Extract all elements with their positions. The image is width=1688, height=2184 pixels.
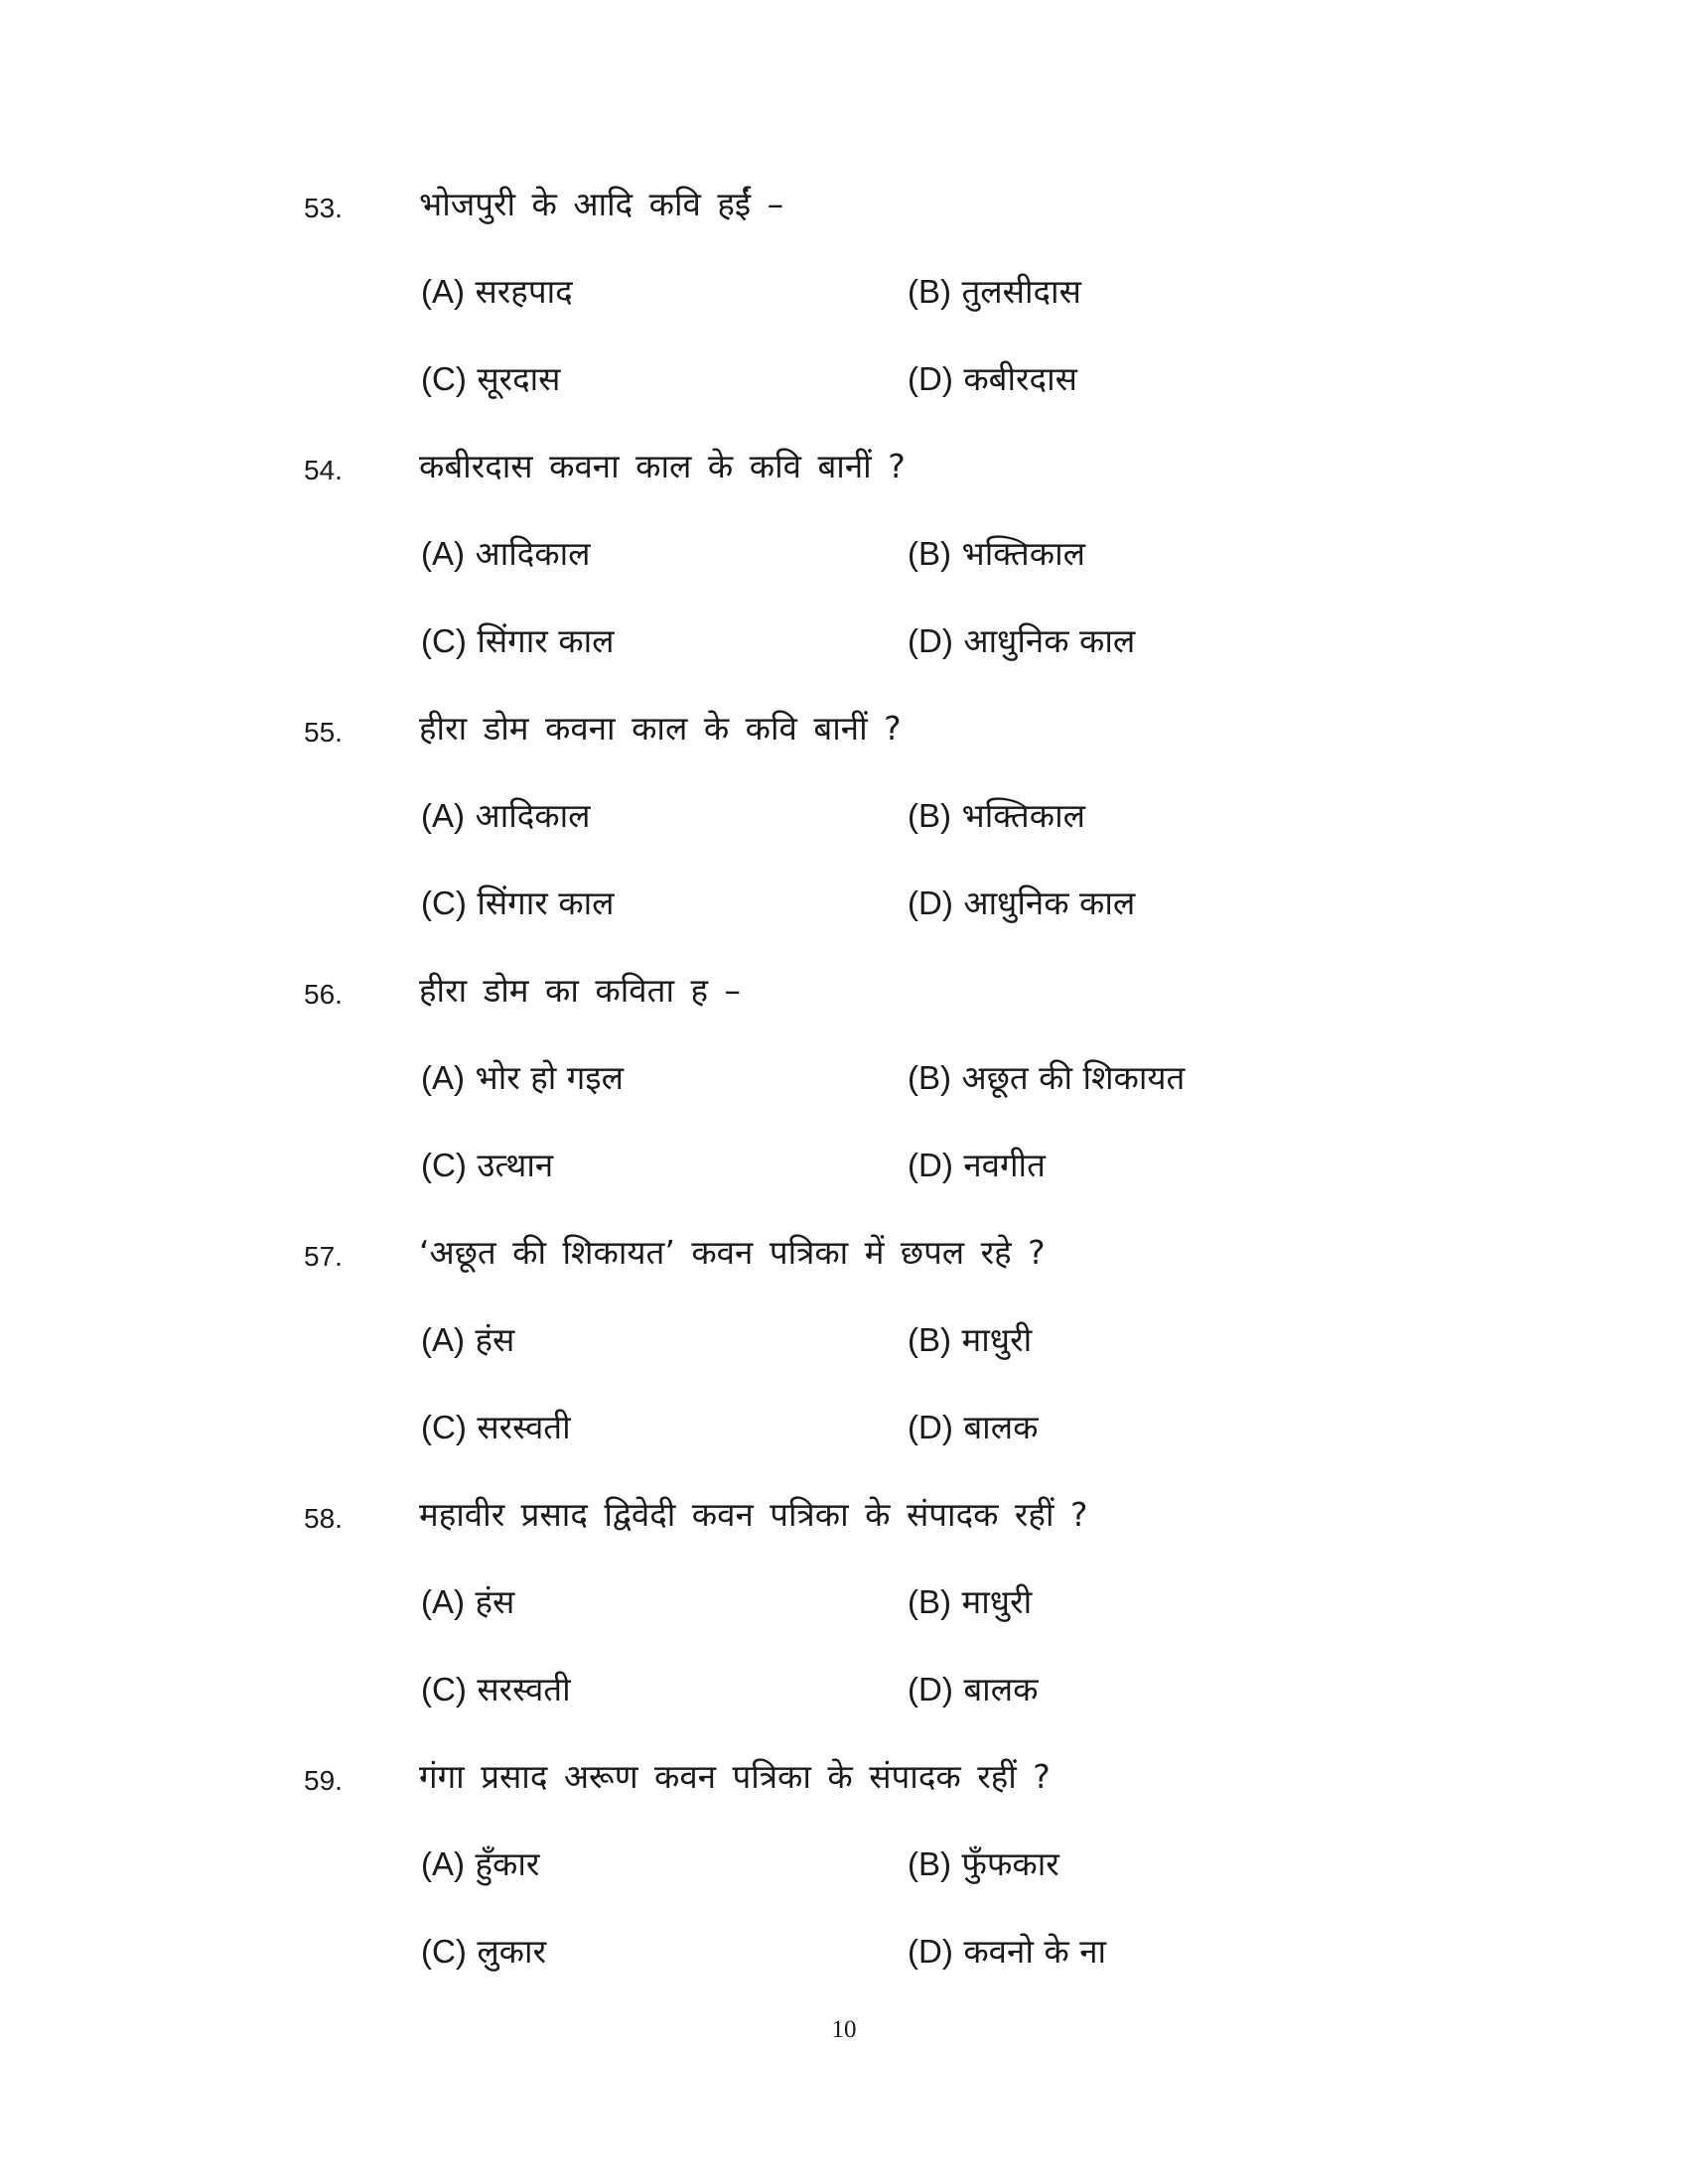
option-d <box>908 617 1135 665</box>
option-b <box>908 1316 1032 1364</box>
option-letter: (A) <box>421 1321 465 1358</box>
option-d <box>908 880 1135 927</box>
option-letter: (C) <box>421 1671 467 1707</box>
option-letter: (C) <box>421 1147 467 1183</box>
option-text: बालक <box>963 1670 1039 1708</box>
option-text: कवनो के ना <box>963 1932 1107 1971</box>
option-letter: (C) <box>421 360 467 397</box>
question-text: महावीर प्रसाद द्विवेदी कवन पत्रिका के संपादक रहीं ? <box>419 1495 1088 1534</box>
option-letter: (D) <box>908 1147 953 1183</box>
option-text: सिंगार काल <box>477 621 615 660</box>
option-d <box>908 355 1077 403</box>
option-text: माधुरी <box>961 1320 1033 1359</box>
question-58 <box>0 1495 1688 1757</box>
question-text: भोजपुरी के आदि कवि हईं – <box>419 185 784 223</box>
option-text: कबीरदास <box>963 359 1077 398</box>
question-number: 56. <box>304 979 343 1010</box>
option-c <box>421 355 561 403</box>
option-b <box>908 530 1085 578</box>
option-b <box>908 1054 1185 1102</box>
option-b <box>908 268 1081 316</box>
option-letter: (A) <box>421 797 465 834</box>
option-text: आधुनिक काल <box>963 884 1136 922</box>
question-number: 54. <box>304 455 343 485</box>
option-text: तुलसीदास <box>961 272 1081 311</box>
option-text: लुकार <box>477 1932 547 1971</box>
option-letter: (D) <box>908 1409 953 1445</box>
question-53 <box>0 185 1688 447</box>
option-letter: (C) <box>421 1409 467 1445</box>
option-letter: (C) <box>421 1933 467 1970</box>
option-text: सिंगार काल <box>477 884 615 922</box>
option-a <box>421 1316 514 1364</box>
question-text: कबीरदास कवना काल के कवि बानीं ? <box>419 447 906 485</box>
question-57 <box>0 1233 1688 1495</box>
option-text: आदिकाल <box>475 534 591 573</box>
option-d <box>908 1666 1038 1713</box>
option-a <box>421 268 573 316</box>
option-text: हंस <box>475 1582 515 1621</box>
option-letter: (D) <box>908 360 953 397</box>
option-a <box>421 1578 514 1626</box>
question-number: 53. <box>304 193 343 223</box>
option-letter: (B) <box>908 797 951 834</box>
option-d <box>908 1928 1106 1976</box>
option-c <box>421 880 615 927</box>
option-letter: (B) <box>908 535 951 572</box>
option-text: आधुनिक काल <box>963 621 1136 660</box>
option-letter: (B) <box>908 1321 951 1358</box>
option-letter: (B) <box>908 1845 951 1882</box>
option-a <box>421 530 591 578</box>
option-text: भोर हो गइल <box>475 1058 624 1097</box>
option-text: सरहपाद <box>475 272 573 311</box>
option-text: आदिकाल <box>475 796 591 835</box>
option-text: सूरदास <box>477 359 561 398</box>
option-letter: (C) <box>421 622 467 659</box>
option-letter: (B) <box>908 273 951 310</box>
option-c <box>421 1142 553 1189</box>
question-number: 58. <box>304 1503 343 1534</box>
option-letter: (C) <box>421 885 467 921</box>
option-a <box>421 1054 624 1102</box>
option-letter: (D) <box>908 885 953 921</box>
option-c <box>421 1928 546 1976</box>
option-b <box>908 1841 1059 1888</box>
question-text: ‘अछूत की शिकायत’ कवन पत्रिका में छपल रहे ? <box>419 1233 1046 1272</box>
option-letter: (A) <box>421 1845 465 1882</box>
question-56 <box>0 971 1688 1233</box>
option-letter: (A) <box>421 1059 465 1096</box>
option-a <box>421 792 591 840</box>
option-text: हुँकार <box>475 1844 540 1883</box>
option-letter: (D) <box>908 1671 953 1707</box>
question-number: 59. <box>304 1765 343 1796</box>
question-59 <box>0 1757 1688 2019</box>
option-text: सरस्वती <box>477 1408 571 1446</box>
question-54 <box>0 447 1688 709</box>
option-letter: (B) <box>908 1059 951 1096</box>
option-text: सरस्वती <box>477 1670 571 1708</box>
option-letter: (A) <box>421 535 465 572</box>
option-letter: (A) <box>421 1583 465 1620</box>
option-c <box>421 1666 571 1713</box>
option-letter: (D) <box>908 1933 953 1970</box>
option-text: अछूत की शिकायत <box>961 1058 1186 1097</box>
option-c <box>421 617 615 665</box>
question-text: हीरा डोम का कविता ह – <box>419 971 742 1010</box>
question-number: 55. <box>304 717 343 748</box>
option-d <box>908 1142 1046 1189</box>
option-text: भक्तिकाल <box>961 534 1086 573</box>
option-text: फुँफकार <box>961 1844 1059 1883</box>
option-d <box>908 1404 1038 1451</box>
option-text: माधुरी <box>961 1582 1033 1621</box>
option-letter: (B) <box>908 1583 951 1620</box>
option-text: नवगीत <box>963 1146 1046 1184</box>
option-letter: (D) <box>908 622 953 659</box>
option-a <box>421 1841 539 1888</box>
option-text: भक्तिकाल <box>961 796 1086 835</box>
question-55 <box>0 709 1688 971</box>
option-b <box>908 792 1085 840</box>
option-b <box>908 1578 1032 1626</box>
question-number: 57. <box>304 1241 343 1272</box>
page-number: 10 <box>831 2016 857 2043</box>
option-c <box>421 1404 571 1451</box>
question-text: गंगा प्रसाद अरूण कवन पत्रिका के संपादक रहीं ? <box>419 1757 1051 1796</box>
option-text: हंस <box>475 1320 515 1359</box>
question-text: हीरा डोम कवना काल के कवि बानीं ? <box>419 709 902 748</box>
option-text: बालक <box>963 1408 1039 1446</box>
option-letter: (A) <box>421 273 465 310</box>
option-text: उत्थान <box>477 1146 554 1184</box>
